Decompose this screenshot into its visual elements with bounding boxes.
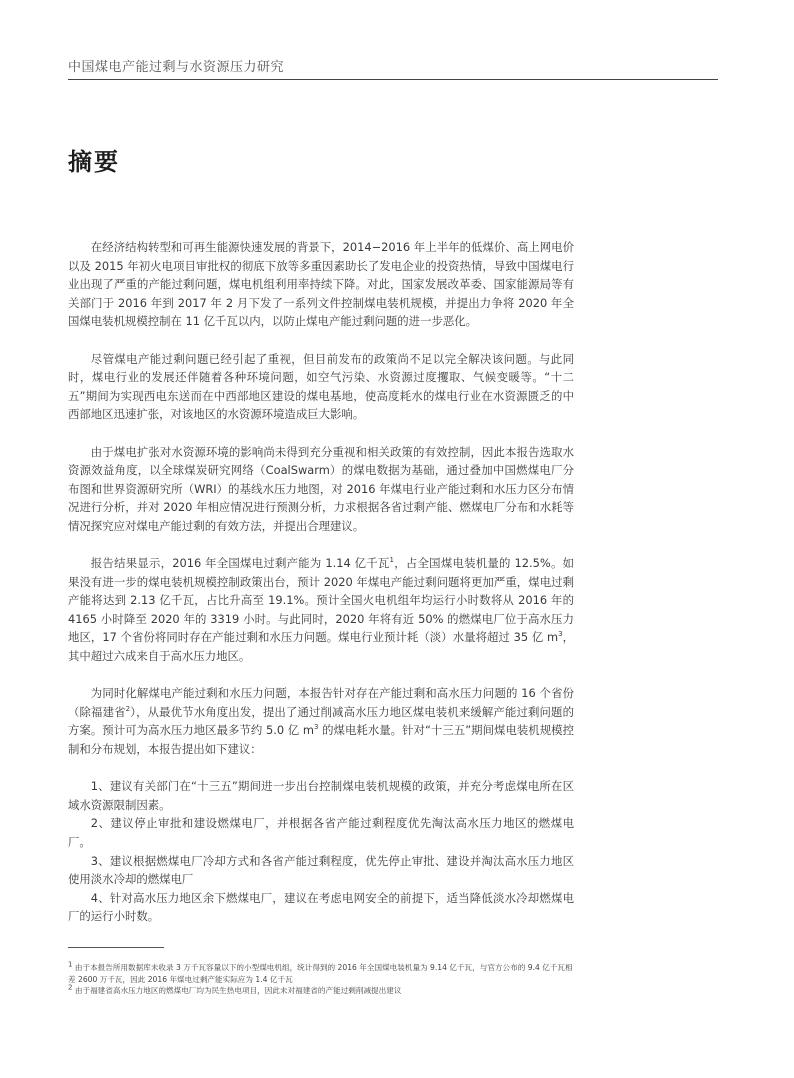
paragraph (68, 554, 574, 666)
abstract-body (68, 238, 574, 926)
paragraph-text: 由于煤电扩张对水资源环境的影响尚未得到充分重视和相关政策的有效控制，因此本报告选取水资源效益角度，以全球煤炭研究网络（CoalSwarm）的煤电数据为基础，通过叠加中国燃煤电厂分布图和世界资源研究所（WRI）的基线水压力地图，对 2016 年煤电行业产能过剩和水压力区分布情况进行分析，并对 2020 年相应情况进行预测分析，力求根据各省过剩产能、燃煤电厂分布和水耗等情况探究应对煤电产能过剩的有效方法，并提出合理建议。 (68, 444, 574, 533)
paragraph-text: ，其中超过六成来自于高水压力地区。 (68, 630, 574, 664)
paragraph-text: 尽管煤电产能过剩问题已经引起了重视，但目前发布的政策尚不足以完全解决该问题。与此同时，煤电行业的发展还伴随着各种环境问题，如空气污染、水资源过度攫取、气候变暖等。“十二五”期间为实现西电东送而在中西部地区建设的煤电基地，使高度耗水的煤电行业在水资源匮乏的中西部地区迅速扩张，对该地区的水资源环境造成巨大影响。 (68, 351, 574, 422)
paragraph-text: 为同时化解煤电产能过剩和水压力问题，本报告针对存在产能过剩和高水压力问题的 16 个省份（除福建省 (68, 686, 574, 719)
paragraph (68, 684, 574, 758)
footnote-ref-2[interactable]: 2 (125, 705, 131, 714)
paragraph-text: ），从最优节水角度出发，提出了通过削减高水压力地区煤电装机来缓解产能过剩问题的方案。预计可为高水压力地区最多节约 5.0 亿 m (68, 704, 574, 738)
running-header-title: 中国煤电产能过剩与水资源压力研究 (68, 60, 285, 75)
paragraph-text: ，占全国煤电装机量的 12.5%。如果没有进一步的煤电装机规模控制政策出台，预计 2020 年煤电产能过剩问题将更加严重，煤电过剩产能将达到 2.13 亿千瓦，占比升高至 19.1%。预计全国火电机组年均运行小时数将从 2016 年的 4165 小时降至 2020 年的 3319 小时。与此同时，2020 年将有近 50% 的燃煤电厂位于高水压力地区，17 个省份将同时存在产能过剩和水压力问题。煤电行业预计耗（淡）水量将超过 35 亿 m (68, 556, 574, 645)
paragraph-text: 的煤电耗水量。针对“十三五”期间煤电装机规模控制和分布规划，本报告提出如下建议： (68, 723, 574, 757)
recommendation-item: 2、建议停止审批和建设燃煤电厂，并根据各省产能过剩程度优先淘汰高水压力地区的燃煤电厂。 (68, 816, 574, 849)
paragraph-text: 在经济结构转型和可再生能源快速发展的背景下，2014−2016 年上半年的低煤价、高上网电价以及 2015 年初火电项目审批权的彻底下放等多重因素助长了发电企业的投资热情，导致中国煤电行业出现了严重的产能过剩问题，煤电机组利用率持续下降。对此，国家发展改革委、国家能源局等有关部门于 2016 年到 2017 年 2 月下发了一系列文件控制煤电装机规模，并提出力争将 2020 年全国煤电装机规模控制在 11 亿千瓦以内，以防止煤电产能过剩问题的进一步恶化。 (68, 240, 574, 329)
recommendation-item: 4、针对高水压力地区余下燃煤电厂，建议在考虑电网安全的前提下，适当降低淡水冷却燃煤电厂的运行小时数。 (68, 890, 574, 924)
footnote-divider (68, 947, 164, 948)
page-title: 摘要 (68, 148, 120, 176)
footnote-mark: 2 (68, 983, 73, 992)
paragraph-text: 报告结果显示，2016 年全国煤电过剩产能为 1.14 亿千瓦 (90, 556, 390, 571)
footnote-ref-1[interactable]: 1 (389, 556, 395, 565)
paragraph (68, 350, 574, 424)
footnote-1 (68, 962, 574, 985)
paragraph (68, 443, 574, 536)
footnote-text: 由于本报告所用数据库未收录 3 万千瓦容量以下的小型煤电机组，统计得到的 2016 年全国煤电装机量为 9.14 亿千瓦，与官方公布的 9.4 亿千瓦相差 2600 万千瓦，因此 2016 年煤电过剩产能实际应为 1.4 亿千瓦 (68, 963, 573, 984)
paragraph (68, 238, 574, 331)
recommendation-list (68, 777, 574, 926)
footnote-mark: 1 (68, 960, 73, 969)
footnote-2 (68, 985, 574, 997)
header-divider (68, 79, 718, 80)
footnote-text: 由于福建省高水压力地区的燃煤电厂均为民生热电项目，因此未对福建省的产能过剩削减提出建议 (74, 986, 402, 995)
superscript-3: 3 (558, 630, 563, 639)
superscript-3: 3 (313, 723, 319, 732)
recommendation-item: 1、建议有关部门在“十三五”期间进一步出台控制煤电装机规模的政策，并充分考虑煤电所在区域水资源限制因素。 (68, 779, 574, 812)
footnotes (68, 962, 574, 997)
recommendation-item: 3、建议根据燃煤电厂冷却方式和各省产能过剩程度，优先停止审批、建设并淘汰高水压力地区使用淡水冷却的燃煤电厂 (68, 853, 574, 887)
